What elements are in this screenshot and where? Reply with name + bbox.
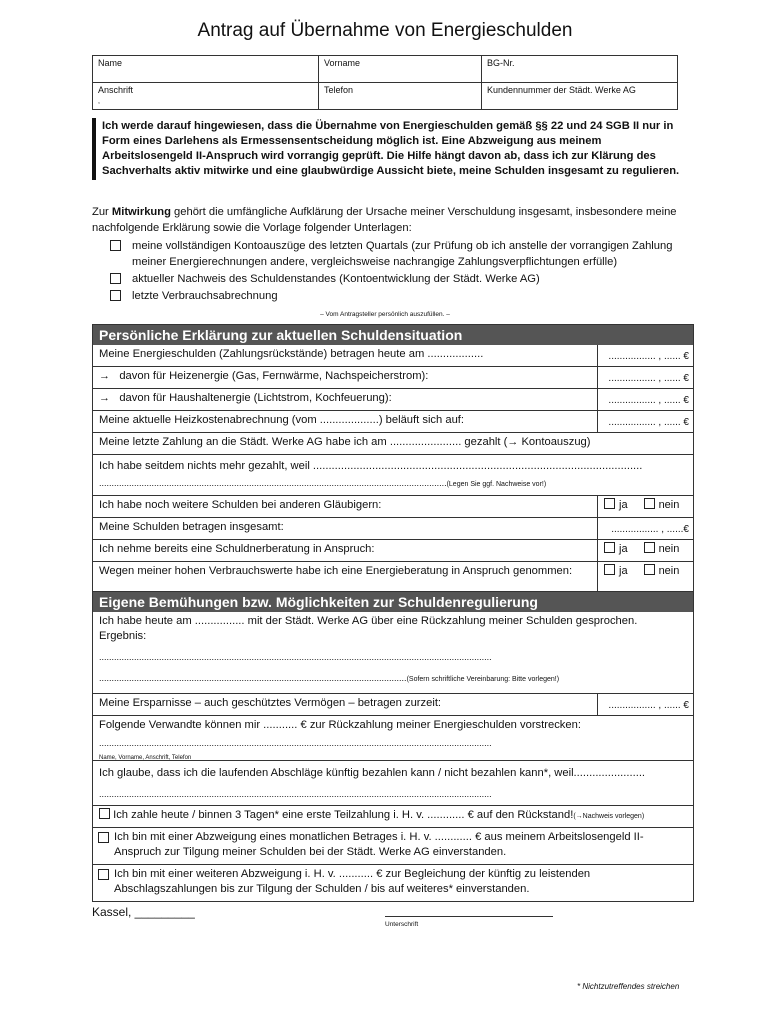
debts-total-label: Meine Schulden betragen insgesamt: — [99, 521, 284, 533]
bg-nr-field[interactable] — [482, 56, 678, 83]
energy-advice-ja-checkbox[interactable] — [604, 564, 615, 575]
last-payment-label: Meine letzte Zahlung an die Städt. Werke AG habe ich am ....................... gezahlt ( — [99, 436, 508, 448]
other-debts-choice — [597, 496, 693, 517]
applicant-header-table — [92, 55, 678, 110]
other-debts-yn — [604, 498, 679, 513]
since-then-line-wrap — [99, 476, 687, 492]
energy-debt-row — [93, 345, 693, 366]
savings-label: Meine Ersparnisse – auch geschütztes Vermögen – betragen zurzeit: — [99, 697, 442, 709]
since-then-label: Ich habe seitdem nichts mehr gezahlt, weil .......................................................................................................... — [99, 460, 643, 472]
kundennummer-label: Kundennummer der Städt. Werke AG — [487, 85, 636, 95]
intro-bold: Mitwirkung — [111, 206, 171, 218]
energy-debt-label: Meine Energieschulden (Zahlungsrückstände) betragen heute am .................. — [99, 348, 484, 360]
arrow-right-icon: → — [507, 436, 519, 448]
debts-total-amount-cell[interactable] — [597, 518, 693, 539]
applicant-note: – Vom Antragsteller persönlich auszufüllen. – — [320, 311, 450, 318]
document-checkbox-debt-proof[interactable] — [110, 273, 121, 284]
spoken-label: Ich habe heute am ................ mit der Städt. Werke AG über eine Rückzahlung meiner Schulden gesprochen. Ergebnis: — [99, 615, 638, 642]
monthly-checkbox[interactable] — [98, 832, 109, 843]
intro-suffix: gehört die umfängliche Aufklärung der Ursache meiner Verschuldung insgesamt, insbesondere meine nachfolgende Erklärung sowie die Vorlage folgender Unterlagen: — [92, 206, 677, 234]
household-label: davon für Haushaltenergie (Lichtstrom, Kochfeuerung): — [119, 392, 392, 404]
footnote: * Nichtzutreffendes streichen — [577, 982, 680, 991]
energy-debt-amount-cell[interactable] — [597, 345, 693, 366]
other-debts-label: Ich habe noch weitere Schulden bei anderen Gläubigern: — [99, 499, 382, 511]
counseling-choice — [597, 540, 693, 561]
spoken-row[interactable] — [93, 612, 693, 693]
anschrift-label: Anschrift — [98, 85, 134, 95]
document-label: letzte Verbrauchsabrechnung — [132, 290, 278, 302]
energy-advice-yn — [604, 564, 679, 579]
legal-notice: Ich werde darauf hingewiesen, dass die Übernahme von Energieschulden gemäß §§ 22 und 24 SGB II nur in Form eines Darlehens als Ermessensentscheidung möglich ist. Eine Abzweigung aus meinem Arbeitslosengeld II-Anspruch wird vorrangig geprüft. Die Hilfe hängt davon ab, dass ich zur Klärung des Sachverhalts aktiv mitwirke und eine glaubwürdige Aussicht biete, meine Schulden insgesamt zu regulieren. — [92, 118, 692, 180]
nein-label: nein — [658, 565, 680, 577]
last-payment-row[interactable] — [93, 432, 693, 454]
document-label: aktueller Nachweis des Schuldenstandes (Kontoentwicklung der Städt. Werke AG) — [132, 273, 540, 285]
monthly-label: Ich bin mit einer Abzweigung eines monatlichen Betrages i. H. v. ............ € aus meinem Arbeitslosengeld II-Anspruch zur Tilgung meiner Schulden bei der Städt. Werke AG einverstanden. — [114, 831, 644, 858]
document-checkbox-bill[interactable] — [110, 290, 121, 301]
kundennummer-field[interactable] — [482, 83, 678, 110]
heating-label: davon für Heizenergie (Gas, Fernwärme, Nachspeicherstrom): — [119, 370, 429, 382]
heating-bill-row — [93, 410, 693, 432]
other-debts-row — [93, 495, 693, 517]
future-payments-row[interactable] — [93, 760, 693, 805]
counseling-yn — [604, 542, 679, 557]
debts-total-row — [93, 517, 693, 539]
pay-today-label: Ich zahle heute / binnen 3 Tagen* eine erste Teilzahlung i. H. v. ............ € auf den Rückstand! — [113, 809, 574, 821]
heating-amount-cell[interactable] — [597, 367, 693, 388]
document-label: meine vollständigen Kontoauszüge des letzten Quartals (zur Prüfung ob ich anstelle der vorrangigen Zahlung meiner Energierechnungen andere, vergleichsweise nachrangige Zahlungsverpflichtungen erfülle) — [132, 240, 673, 268]
amount-placeholder: ................. , ...... € — [608, 417, 689, 428]
counseling-row — [93, 539, 693, 561]
document-item — [110, 271, 690, 287]
section1-heading: Persönliche Erklärung zur aktuellen Schuldensituation — [93, 325, 693, 345]
amount-placeholder: ................. , ...... € — [608, 373, 689, 384]
other-debts-nein-checkbox[interactable] — [644, 498, 655, 509]
signature-line[interactable] — [385, 916, 553, 917]
document-checkbox-statements[interactable] — [110, 240, 121, 251]
future-line: ............................................................................................................................................................. — [99, 789, 492, 799]
written-note: (Sofern schriftliche Vereinbarung: Bitte vorlegen!) — [406, 676, 560, 683]
heating-bill-amount-cell[interactable] — [597, 411, 693, 432]
nein-label: nein — [658, 543, 680, 555]
ja-label: ja — [619, 499, 628, 511]
telefon-label: Telefon — [324, 85, 354, 95]
other-debts-ja-checkbox[interactable] — [604, 498, 615, 509]
household-amount-cell[interactable] — [597, 389, 693, 410]
energy-advice-nein-checkbox[interactable] — [644, 564, 655, 575]
ja-label: ja — [619, 543, 628, 555]
anschrift-field[interactable] — [93, 83, 319, 110]
page-title: Antrag auf Übernahme von Energieschulden — [197, 20, 573, 41]
section2-heading: Eigene Bemühungen bzw. Möglichkeiten zur Schuldenregulierung — [93, 592, 693, 612]
amount-placeholder: ................. , ...... € — [608, 395, 689, 406]
counseling-ja-checkbox[interactable] — [604, 542, 615, 553]
documents-checklist — [110, 238, 690, 305]
section-own-efforts — [92, 591, 694, 902]
future-payments-label: Ich glaube, dass ich die laufenden Abschläge künftig bezahlen kann / nicht bezahlen kann*, weil....................... — [99, 767, 646, 779]
arrow-right-icon: → — [99, 392, 110, 404]
since-then-line: ........................................................................................................................................... — [99, 478, 447, 488]
last-payment-suffix: Kontoauszug) — [518, 436, 591, 448]
proof-note: (Legen Sie ggf. Nachweise vor!) — [446, 481, 547, 488]
place-date[interactable]: Kassel, _________ — [92, 905, 195, 919]
savings-amount-cell[interactable] — [597, 694, 693, 715]
telefon-field[interactable] — [319, 83, 482, 110]
savings-row — [93, 693, 693, 715]
amount-placeholder: ................. , ......€ — [611, 524, 689, 535]
vorname-label: Vorname — [324, 58, 361, 68]
heating-row — [93, 366, 693, 388]
pay-today-checkbox[interactable] — [99, 808, 110, 819]
amount-placeholder: ................. , ...... € — [608, 700, 689, 711]
intro-text — [92, 204, 692, 236]
section-personal-declaration — [92, 324, 694, 599]
nein-label: nein — [658, 499, 680, 511]
further-row — [93, 864, 693, 901]
relatives-line: ............................................................................................................................................................. — [99, 738, 492, 748]
counseling-nein-checkbox[interactable] — [644, 542, 655, 553]
result-line-wrap — [99, 671, 687, 687]
ja-label: ja — [619, 565, 628, 577]
pay-today-row: Ich zahle heute / binnen 3 Tagen* eine erste Teilzahlung i. H. v. ............ € auf den Rückstand!(→Nachweis vorlegen) — [93, 805, 693, 827]
arrow-right-icon: → — [99, 370, 110, 382]
document-item — [110, 288, 690, 304]
further-label: Ich bin mit einer weiteren Abzweigung i. H. v. ........... € zur Begleichung der künftig zu leistenden Abschlagszahlungen bis zur Tilgung der Schulden / bis auf weiteres* einverstanden. — [114, 868, 591, 895]
pay-today-note: Nachweis vorlegen) — [582, 813, 645, 820]
name-label: Name — [98, 58, 123, 68]
intro-prefix: Zur — [92, 206, 112, 218]
amount-placeholder: ................. , ...... € — [608, 351, 689, 362]
energy-advice-label: Wegen meiner hohen Verbrauchswerte habe ich eine Energieberatung in Anspruch genommen: — [99, 565, 573, 577]
document-item — [110, 238, 690, 270]
further-checkbox[interactable] — [98, 869, 109, 880]
anschrift-value: , — [98, 98, 100, 105]
household-row — [93, 388, 693, 410]
bg-nr-label: BG-Nr. — [487, 58, 515, 68]
relatives-note: Name, Vorname, Anschrift, Telefon — [99, 755, 192, 761]
relatives-row[interactable] — [93, 715, 693, 760]
monthly-row — [93, 827, 693, 864]
vorname-field[interactable] — [319, 56, 482, 83]
counseling-label: Ich nehme bereits eine Schuldnerberatung in Anspruch: — [99, 543, 375, 555]
arrow-right-icon: → — [575, 813, 583, 820]
since-then-row[interactable] — [93, 454, 693, 495]
result-line-1: ............................................................................................................................................................. — [99, 652, 492, 662]
heating-bill-label: Meine aktuelle Heizkostenabrechnung (vom ...................) beläuft sich auf: — [99, 414, 465, 426]
name-field[interactable] — [93, 56, 319, 83]
relatives-label: Folgende Verwandte können mir ........... € zur Rückzahlung meiner Energieschulden vorstrecken: — [99, 719, 581, 731]
signature-label: Unterschrift — [385, 921, 419, 928]
result-line-2: ........................................................................................................................... — [99, 673, 407, 683]
